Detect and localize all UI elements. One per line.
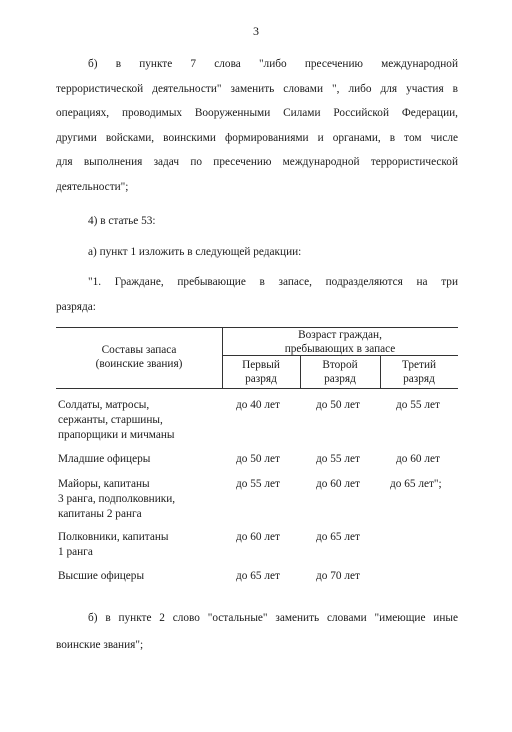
header-age <box>222 328 458 356</box>
table-row-label <box>58 452 223 467</box>
label-line: Младшие офицеры <box>58 453 151 465</box>
text-line: деятельности"; <box>56 180 129 193</box>
table-row-label <box>58 530 223 560</box>
label-line: сержанты, старшины, <box>58 414 163 426</box>
label-line: Солдаты, матросы, <box>58 399 150 411</box>
text-line: операциях, проводимых Вооруженными Силами Российской Федерации, <box>56 107 458 119</box>
header-third-category <box>380 358 458 386</box>
table-row-label <box>58 398 223 443</box>
label-line: Майоры, капитаны <box>58 478 150 490</box>
label-line: Высшие офицеры <box>58 570 145 582</box>
table-cell: до 40 лет <box>236 399 280 411</box>
table-row-label <box>58 477 223 522</box>
table-cell: до 65 лет"; <box>390 478 442 490</box>
paragraph-quote-start <box>56 270 458 319</box>
table-cell: до 55 лет <box>396 399 440 411</box>
header-first-category <box>222 358 300 386</box>
page-number: 3 <box>253 24 259 38</box>
table-cell: до 50 лет <box>316 399 360 411</box>
label-line: Полковники, капитаны <box>58 531 169 543</box>
table-row-label <box>58 569 223 584</box>
header-line: Третий <box>401 359 437 371</box>
table-cell: до 60 лет <box>316 478 360 490</box>
table-cell: до 55 лет <box>236 478 280 490</box>
text-line: б) в пункте 2 слово "остальные" заменить словами "имеющие иные <box>88 612 458 624</box>
label-line: капитаны 2 ранга <box>58 508 142 520</box>
paragraph-b-point7 <box>56 52 458 199</box>
label-line: 3 ранга, подполковники, <box>58 493 176 505</box>
header-reserve-composition <box>56 343 222 371</box>
header-line: разряд <box>403 373 435 385</box>
table-cell: до 60 лет <box>236 531 280 543</box>
table-cell: до 50 лет <box>236 453 280 465</box>
text-line: б) в пункте 7 слова "либо пресечению международной <box>88 58 458 70</box>
text-line: разряда: <box>56 300 96 313</box>
label-line: прапорщики и мичманы <box>58 429 175 441</box>
table-cell: до 65 лет <box>316 531 360 543</box>
text-line: "1. Граждане, пребывающие в запасе, подразделяются на три <box>88 276 458 288</box>
header-line: (воинские звания) <box>95 358 183 370</box>
table-cell: до 70 лет <box>316 570 360 582</box>
header-line: разряд <box>324 373 356 385</box>
paragraph-b-point2 <box>56 606 458 657</box>
header-line: Составы запаса <box>101 344 177 356</box>
header-line: Второй <box>322 359 358 371</box>
paragraph-4-article53: 4) в статье 53: <box>88 215 156 227</box>
text-line: другими войсками, воинскими формированиями и органами, в том числе <box>56 131 458 144</box>
header-line: Первый <box>242 359 280 371</box>
text-line: террористической деятельности" заменить словами ", либо для участия в <box>56 82 458 95</box>
table-cell: до 55 лет <box>316 453 360 465</box>
paragraph-a-point1: а) пункт 1 изложить в следующей редакции: <box>88 246 302 258</box>
header-line: разряд <box>245 373 277 385</box>
table-cell: до 60 лет <box>396 453 440 465</box>
header-line: пребывающих в запасе <box>284 343 396 355</box>
label-line: 1 ранга <box>58 546 93 558</box>
table-header-bottom-border <box>56 388 458 389</box>
text-line: воинские звания"; <box>56 638 144 651</box>
header-line: Возраст граждан, <box>298 329 382 341</box>
header-second-category <box>300 358 380 386</box>
table-cell: до 65 лет <box>236 570 280 582</box>
text-line: для выполнения задач по пресечению международной террористической <box>56 156 458 168</box>
